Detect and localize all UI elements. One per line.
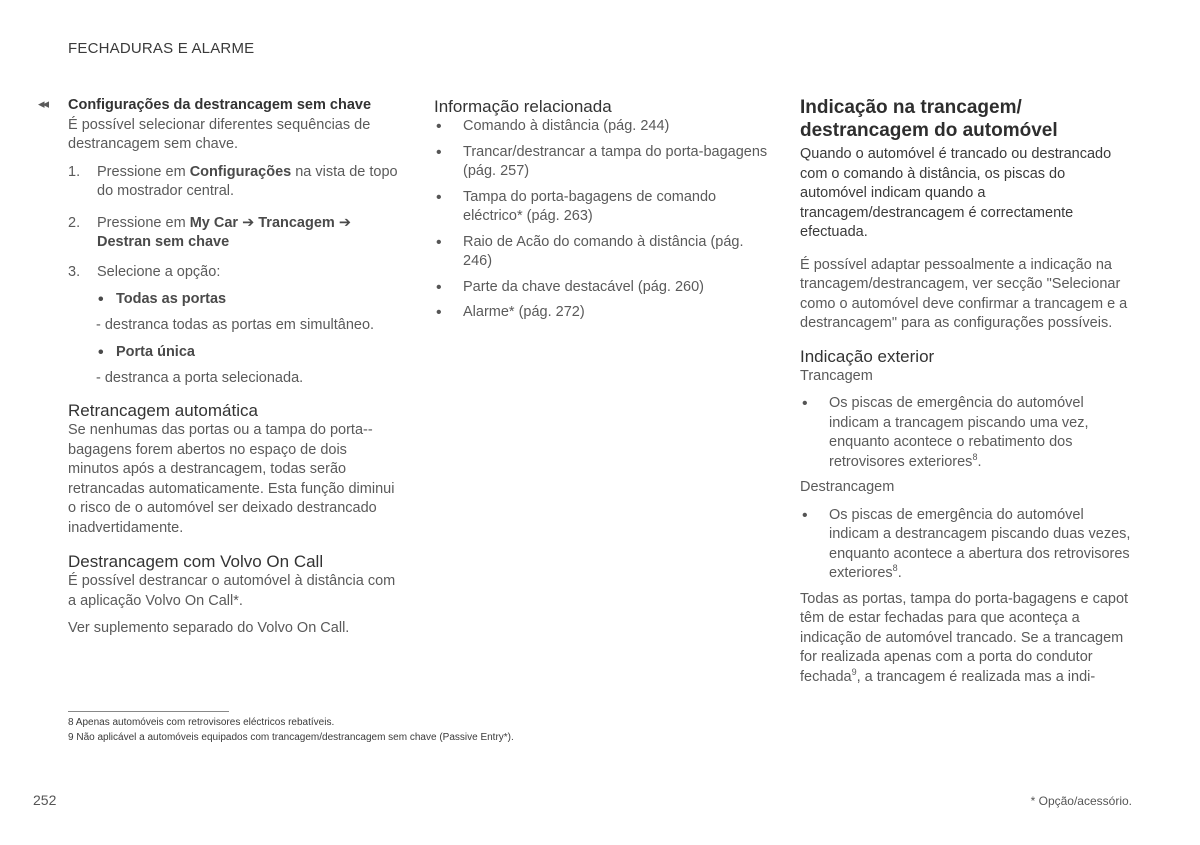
footnote-number: 9 (68, 732, 74, 743)
related-link[interactable]: • Raio de Acão do comando à distância (pág. 246) (434, 233, 774, 272)
section-text-voc: É possível destrancar o automóvel à distância com a aplicação Volvo On Call*. (68, 573, 396, 609)
related-link[interactable]: • Tampa do porta-bagagens de comando eléctrico* (pág. 263) (434, 188, 774, 227)
footnote-text: Não aplicável a automóveis equipados com trancagem/destrancagem sem chave (Passive Entry*). (76, 732, 514, 743)
footnote-ref: 8 (972, 451, 978, 462)
lock-item: • Os piscas de emergência do automóvel indicam a trancagem piscando uma vez, enquanto acontece o rebatimento dos retrovisores exteriores$^8$. (800, 394, 1135, 472)
lock-list (800, 394, 1135, 472)
closed-text-b: , a trancagem é realizada mas a indi- (856, 668, 1096, 685)
subtitle-exterior: Indicação exterior (800, 346, 935, 366)
step-item (68, 263, 398, 283)
related-link[interactable]: • Alarme* (pág. 272) (434, 303, 774, 323)
footnote-divider (68, 711, 229, 712)
footnote-ref: 9 (851, 666, 857, 677)
closed-text-a: Todas as portas, tampa do porta-bagagens e capot têm de estar fechadas para que aconteça a indicação de automóvel trancado. Se a trancagem for realizada apenas com a porta do condutor fechada (800, 590, 1129, 685)
section-text-closed (800, 590, 1135, 688)
step-text: Pressione em (97, 214, 190, 231)
section-intro-keyless: É possível selecionar diferentes sequências de destrancagem sem chave. (68, 116, 371, 152)
label-unlock: Destrancagem (800, 479, 895, 495)
page-number: 252 (33, 792, 57, 808)
section-title-voc: Destrancagem com Volvo On Call (68, 552, 324, 571)
step-item (68, 214, 398, 253)
step-item (68, 163, 398, 202)
step-number: 1. (68, 163, 81, 180)
steps-list (68, 163, 398, 283)
lock-item-text: Os piscas de emergência do automóvel indicam a trancagem piscando uma vez, enquanto acontece o rebatimento dos retrovisores exteriores (829, 395, 1089, 470)
footnote-9 (68, 732, 514, 743)
footnote-text: Apenas automóveis com retrovisores eléctricos rebatíveis. (75, 717, 335, 728)
step-bold: My Car ➔ Trancagem ➔ Destran sem chave (97, 214, 351, 250)
back-arrows-icon[interactable]: ◂◂ (38, 96, 48, 111)
related-link[interactable]: • Trancar/destrancar a tampa do porta-bagagens (pág. 257) (434, 143, 774, 182)
section-title-relock: Retrancagem automática (68, 401, 258, 420)
option-all-doors-desc: - destranca todas as portas em simultâneo. (96, 316, 375, 333)
step-bold: Configurações (189, 163, 292, 180)
unlock-item-text: Os piscas de emergência do automóvel indicam a destrancagem piscando duas vezes, enquanto acontece a abertura dos retrovisores exteriores (829, 506, 1131, 581)
label-lock: Trancagem (800, 367, 873, 384)
footnote-number: 8 (68, 717, 74, 728)
option-all-doors: • Todas as portas (96, 290, 398, 310)
step-number: 3. (68, 263, 81, 280)
step-text: na vista de topo do mostrador central. (97, 163, 398, 199)
step-text: Pressione em (97, 163, 190, 180)
unlock-list (800, 506, 1135, 584)
section-title-indication: Indicação na trancagem/ destrancagem do automóvel (800, 97, 1058, 141)
related-link[interactable]: • Parte da chave destacável (pág. 260) (434, 278, 774, 298)
section-text-indication: É possível adaptar pessoalmente a indicação na trancagem/destrancagem, ver secção "Selecionar como o automóvel deve confirmar a trancagem e a destrancagem" para as configurações possíveis. (800, 256, 1128, 331)
footnote-ref: 8 (892, 563, 898, 574)
footnote-8 (68, 717, 334, 728)
section-text-voc-2: Ver suplemento separado do Volvo On Call. (68, 620, 350, 636)
section-text-relock: Se nenhumas das portas ou a tampa do porta--bagagens forem abertos no espaço de dois minutos após a destrancagem, todas serão retrancadas automaticamente. Esta função diminui o risco de o automóvel ser deixado destrancado inadvertidamente. (68, 422, 395, 536)
related-info-title: Informação relacionada (434, 97, 612, 116)
step-number: 2. (68, 214, 81, 231)
related-link[interactable]: • Comando à distância (pág. 244) (434, 117, 774, 137)
section-lead-indication: Quando o automóvel é trancado ou destrancado com o comando à distância, os piscas do automóvel indicam quando a trancagem/destrancagem é correctamente efectuada. (800, 146, 1112, 240)
section-title-keyless: Configurações da destrancagem sem chave (68, 97, 372, 113)
option-single-door-desc: - destranca a porta selecionada. (96, 369, 304, 386)
related-info-list (434, 117, 774, 323)
column-left (68, 96, 398, 639)
option-single-door: • Porta única (96, 343, 398, 363)
page-header: FECHADURAS E ALARME (68, 40, 255, 57)
column-right (800, 96, 1135, 687)
unlock-item: • Os piscas de emergência do automóvel indicam a destrancagem piscando duas vezes, enquanto acontece a abertura dos retrovisores exteriores$^8$. (800, 506, 1135, 584)
step-text: Selecione a opção: (97, 263, 221, 280)
column-middle (434, 96, 774, 329)
footer-note: * Opção/acessório. (1030, 794, 1132, 808)
